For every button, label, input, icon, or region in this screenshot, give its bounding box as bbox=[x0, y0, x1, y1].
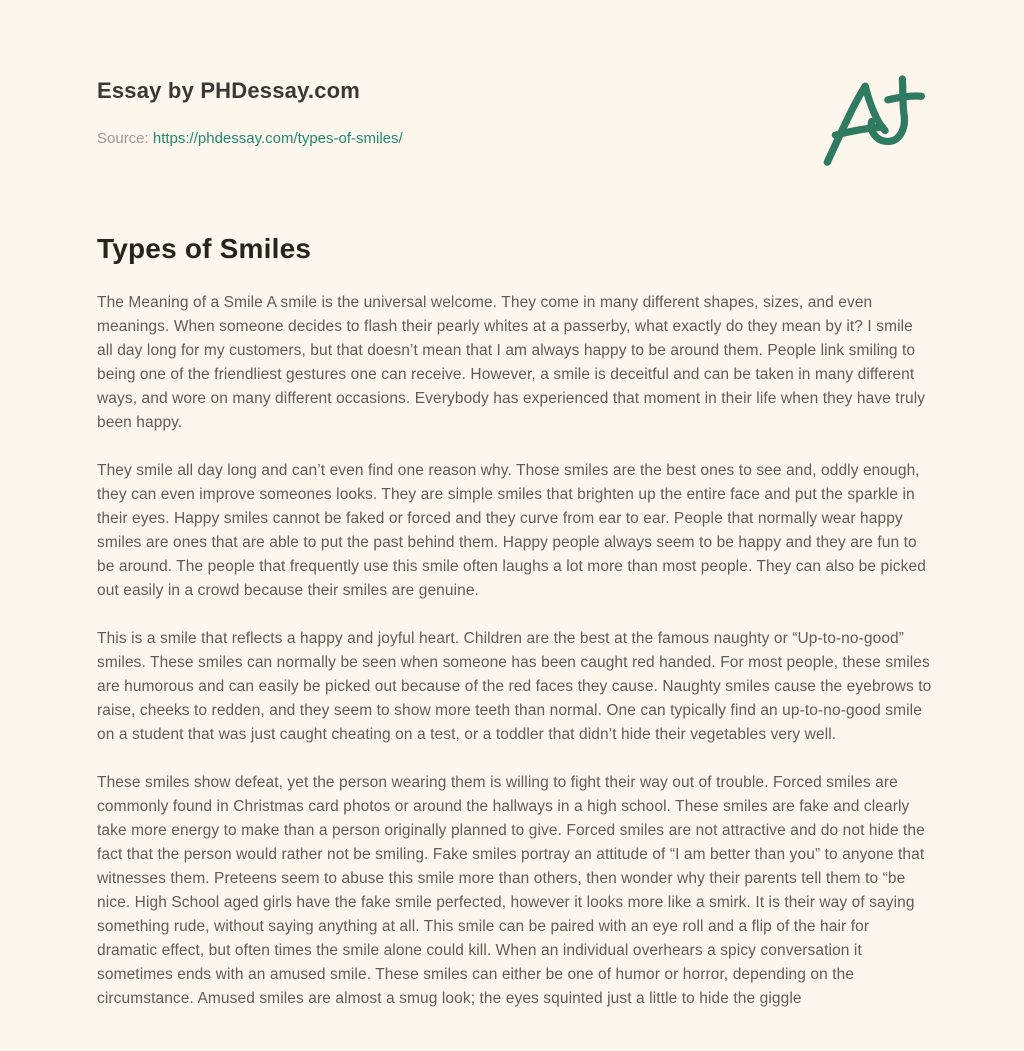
essay-body bbox=[97, 291, 933, 1011]
site-title: Essay by PHDessay.com bbox=[97, 78, 361, 103]
essay-paragraph-1: The Meaning of a Smile A smile is the universal welcome. They come in many different shapes, sizes, and even meanings. When someone decides to flash their pearly whites at a passerby, what exactly do they mean by it? I smile all day long for my customers, but that doesn’t mean that I am always happy to be around them. People link smiling to being one of the friendliest gestures one can receive. However, a smile is deceitful and can be taken in many different ways, and wore on many different occasions. Everybody has experienced that moment in their life when they have truly been happy. bbox=[97, 294, 926, 431]
essay-paragraph-3: This is a smile that reflects a happy and joyful heart. Children are the best at the famous naughty or “Up-to-no-good” smiles. These smiles can normally be seen when someone has been caught red handed. For most people, these smiles are humorous and can easily be picked out because of the red faces they cause. Naughty smiles cause the eyebrows to raise, cheeks to redden, and they seem to show more teeth than normal. One can typically find an up-to-no-good smile on a student that was just caught cheating on a test, or a toddler that didn’t hide their vegetables very well. bbox=[97, 630, 932, 743]
essay-paragraph-2: They smile all day long and can’t even find one reason why. Those smiles are the best ones to see and, oddly enough, they can even improve someones looks. They are simple smiles that brighten up the entire face and put the sparkle in their eyes. Happy smiles cannot be faked or forced and they curve from ear to ear. People that normally wear happy smiles are ones that are able to put the past behind them. Happy people always seem to be happy and they are fun to be around. The people that frequently use this smile often laughs a lot more than most people. They can also be picked out easily in a crowd because their smiles are genuine. bbox=[97, 462, 926, 599]
source-line bbox=[97, 130, 930, 147]
phdessay-a-plus-logo-icon bbox=[818, 70, 936, 174]
essay-paragraph-4: These smiles show defeat, yet the person wearing them is willing to fight their way out of trouble. Forced smiles are commonly found in Christmas card photos or around the hallways in a high school. These smiles are fake and clearly take more energy to make than a person originally planned to give. Forced smiles are not attractive and do not hide the fact that the person would rather not be smiling. Fake smiles portray an attitude of “I am better than you” to anyone that witnesses them. Preteens seem to abuse this smile more than others, then wonder why their parents tell them to “be nice. High School aged girls have the fake smile perfected, however it looks more like a smirk. It is their way of saying something rude, without saying anything at all. This smile can be paired with an eye roll and a flip of the hair for dramatic effect, but often times the smile alone could kill. When an individual overhears a spicy conversation it sometimes ends with an amused smile. These smiles can either be one of humor or horror, depending on the circumstance. Amused smiles are almost a smug look; the eyes squinted just a little to hide the giggle bbox=[97, 774, 925, 1007]
site-header bbox=[97, 78, 930, 147]
source-label: Source: bbox=[97, 130, 149, 147]
essay-title: Types of Smiles bbox=[97, 233, 312, 264]
source-url-link[interactable]: https://phdessay.com/types-of-smiles/ bbox=[152, 130, 403, 147]
